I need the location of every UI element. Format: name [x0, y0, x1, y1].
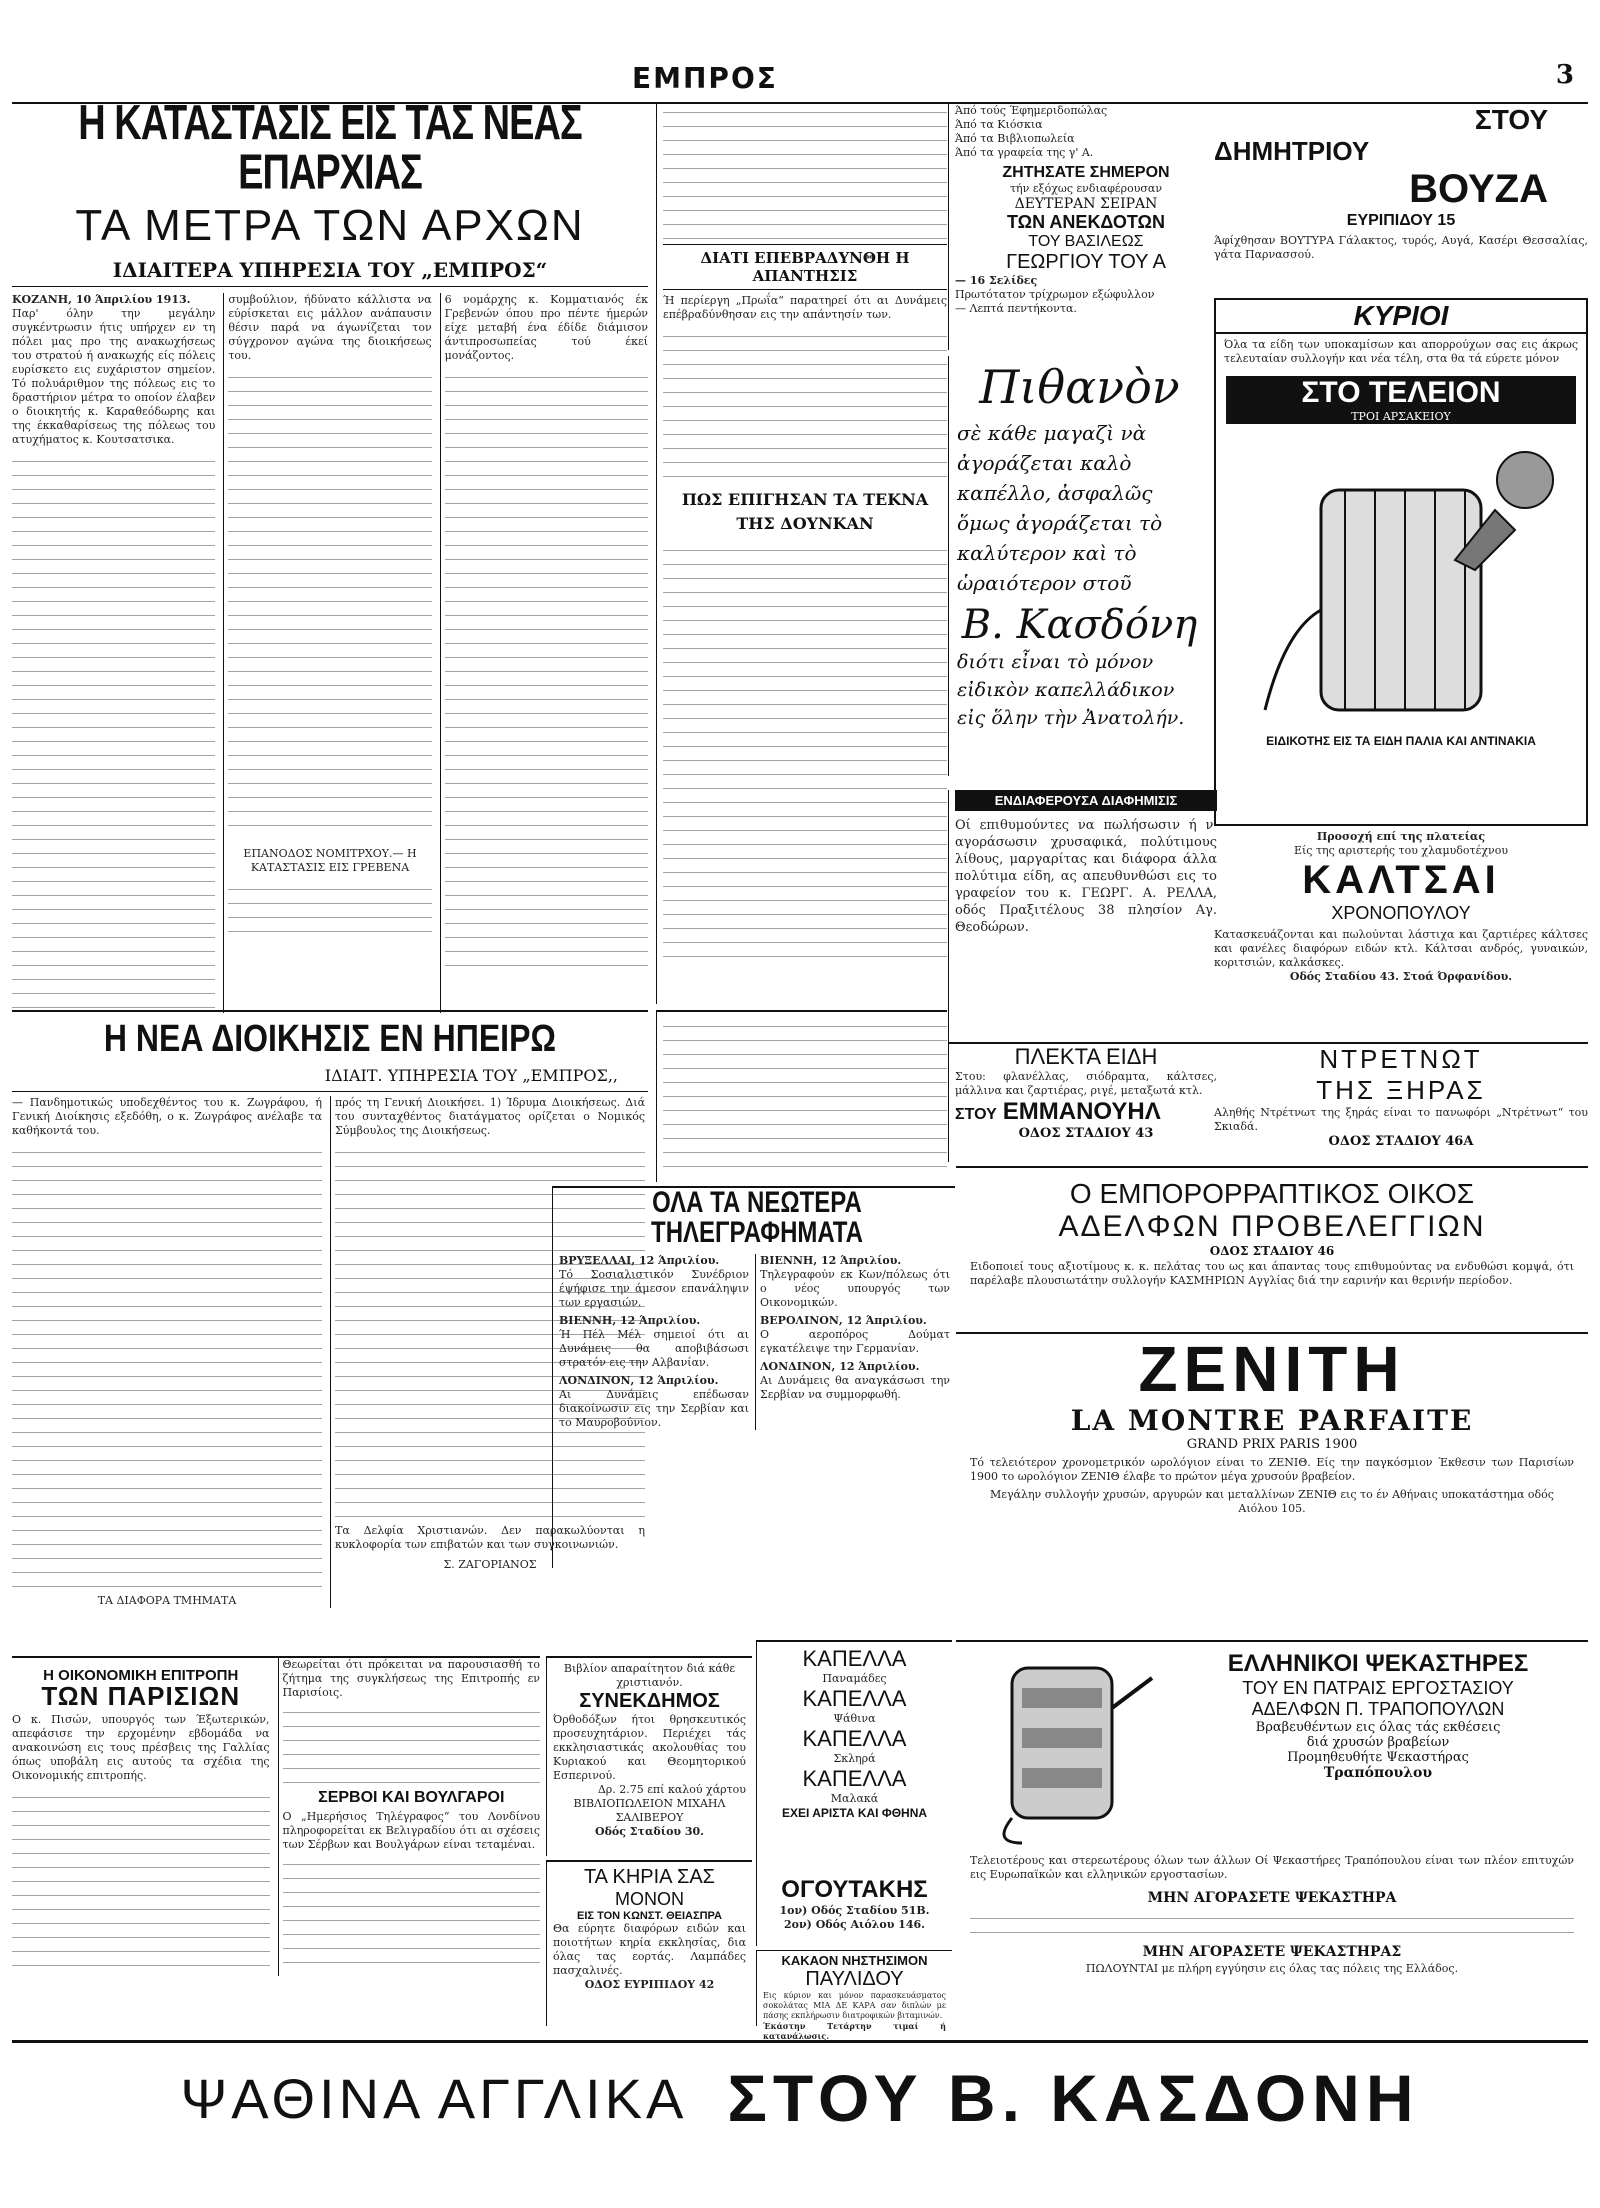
ad-psekastires-warn: ΜΗΝ ΑΓΟΡΑΣΕΤΕ ΨΕΚΑΣΤΗΡΑ — [1147, 1890, 1397, 1906]
text-block — [663, 104, 947, 244]
ad-kiria — [546, 1860, 752, 2026]
ad-plekta-stou: ΣΤΟΥ — [955, 1106, 997, 1123]
footer-kasdoni: ΣΤΟΥ Β. ΚΑΣΔΟΝΗ — [727, 2061, 1420, 2135]
ad-synekdimos — [546, 1656, 752, 1856]
ad-kapella — [756, 1640, 952, 1876]
ad-pithanon-text1: σὲ κάθε μαγαζὶ νὰ ἀγοράζεται καλὸ καπέλλο, ἀσφαλῶς ὅμως ἀγοράζεται τὸ καλύτερον καὶ τὸ ὡραιότερον στοῦ — [957, 421, 1163, 595]
text-block — [228, 881, 431, 941]
ad-psekastires-illustration — [962, 1648, 1162, 1848]
ipeiros-text-1: — Πανδημοτικώς υποδεχθέντος του κ. Ζωγράφου, ή Γενική Διοίκησις εξεδόθη, ο κ. Ζωγράφος ανέλαβε τα καθήκοντά του. — [12, 1096, 322, 1137]
ipeiros-tmimata: ΤΑ ΔΙΑΦΟΡΑ ΤΜΗΜΑΤΑ — [97, 1594, 237, 1607]
telegrams-column-1 — [559, 1254, 749, 1430]
ad-ntretnot-text: Αληθής Ντρέτνωτ της ξηράς είναι το πανωφόρι „Ντρέτνωτ“ του Σκιαδά. — [1214, 1106, 1588, 1133]
ad-provelegios — [956, 1166, 1588, 1328]
epevradynthi-text: Ή περίεργη „Πρωΐα“ παρατηρεί ότι αι Δυνάμεις επέβραδύνθησαν εις την απάντησίν των. — [663, 294, 947, 321]
ad-vouza — [1214, 104, 1588, 294]
article-katastasis — [12, 96, 648, 1004]
text-block — [663, 542, 947, 962]
ad-ntretnot-l2: ΤΗΣ ΞΗΡΑΣ — [1316, 1075, 1486, 1105]
text-block — [663, 1018, 947, 1178]
ad-synekdimos-title: ΣΥΝΕΚΔΗΜΟΣ — [579, 1690, 720, 1712]
ad-psekastires-l7: Τραπόπουλου — [1323, 1765, 1433, 1781]
telegram-date-4: ΒΙΕΝΝΗ, 12 Άπριλίου. — [760, 1254, 902, 1267]
ad-kapella-small-4: Μαλακά — [830, 1792, 879, 1805]
ad-kiria-l2: ΜΟΝΟΝ — [615, 1889, 684, 1909]
oikonomiki-text-2: Θεωρείται ότι πρόκειται να παρουσιασθή το ζήτημα της συγκλήσεως της Επιτροπής εν Παρισίοις. — [282, 1658, 540, 1699]
headline-serboi: ΣΕΡΒΟΙ ΚΑΙ ΒΟΥΛΓΑΡΟΙ — [318, 1789, 505, 1806]
column-3 — [440, 293, 648, 1013]
telegram-text-1: Τό Σοσιαλιστικόν Συνέδριον έψήφισε την άμεσον επανάληψιν των εργασιών. — [559, 1268, 749, 1309]
ad-zenith-sub: LA MONTRE PARFAITE — [1070, 1404, 1474, 1437]
ad-rellas-title: ΕΝΔΙΑΦΕΡΟΥΣΑ ΔΙΑΦΗΜΙΣΙΣ — [955, 790, 1217, 811]
article-text-1: Παρ' όλην την μεγάλην συγκέντρωσιν ήτις υπήρχεν εν τη πόλει μας προ της ανακωχήσεως του στρατού ή ανακωχής είς πόλεις ευρίσκετο εις ευχάριστον σημείον. Τό πολυάριθμον της πόλεως εις το δραστήριον μέτρα το οποίον έλαβεν ο διοικητής κ. Καραθεόδωρης και της έκκαθαρίσεως της πόλεως του ατυχήματος κ. Κουτσατσικα. — [12, 307, 216, 446]
middle-column-top — [656, 104, 947, 1004]
ad-anekdota-list-1: Άπό τούς Έφημεριδοπώλας — [955, 104, 1108, 117]
nomarchou-note: ΕΠΑΝΟΔΟΣ ΝΟΜΙΤΡΧΟΥ.— Η ΚΑΤΑΣΤΑΣΙΣ ΕΙΣ ΓΡΕΒΕΝΑ — [243, 847, 417, 874]
ad-kyrioi-text: Όλα τα είδη των υποκαμίσων και απορρούχων σας εις άκρως τελευταίαν συλλογήν και νέα τέλη, στα θα τά εύρετε μόνον — [1224, 338, 1578, 365]
ad-provelegios-l1: Ο ΕΜΠΟΡΟΡΡΑΠΤΙΚΟΣ ΟΙΚΟΣ — [1069, 1178, 1475, 1209]
page-number: 3 — [1555, 60, 1574, 90]
subhead-ipeiros: ΙΔΙΑΙΤ. ΥΠΗΡΕΣΙΑ ΤΟΥ „ΕΜΠΡΟΣ,, — [324, 1066, 618, 1085]
telegram-date-3: ΛΟΝΔΙΝΟΝ, 12 Άπριλίου. — [559, 1374, 719, 1387]
article-oikonomiki — [12, 1656, 540, 2028]
ad-psekastires-l2: ΤΟΥ ΕΝ ΠΑΤΡΑΙΣ ΕΡΓΟΣΤΑΣΙΟΥ — [1242, 1678, 1514, 1698]
ad-kiria-text: Θα εύρητε διαφόρων ειδών και ποιοτήτων κηρία εκκλησίας, δια όλας τας εορτάς. Λαμπάδες πασχαλινές. — [553, 1922, 746, 1977]
ad-psekastires-text: Τελειοτέρους και στερεωτέρους όλων των άλλων Οί Ψεκαστήρες Τραπόπουλου είναι των πλέον επιτυχών εις Ευρωπαϊκών και ελληνικών εργοστασίων. — [970, 1854, 1574, 1881]
text-block — [12, 1144, 322, 1594]
ad-vouza-stou: ΣΤΟΥ — [1474, 104, 1548, 135]
ad-anekdota-sub2: ΔΕΥΤΕΡΑΝ ΣΕΙΡΑΝ — [1014, 196, 1158, 212]
text-block — [970, 1910, 1574, 1940]
ad-synekdimos-address: Οδός Σταδίου 30. — [594, 1825, 705, 1838]
ad-synekdimos-price: Δρ. 2.75 επί καλού χάρτου — [597, 1783, 746, 1796]
ad-ntretnot-l1: ΝΤΡΕΤΝΩΤ — [1319, 1044, 1483, 1074]
headline-parision: ΤΩΝ ΠΑΡΙΣΙΩΝ — [41, 1681, 241, 1711]
ad-kiria-l1: ΤΑ ΚΗΡΙΑ ΣΑΣ — [583, 1866, 716, 1888]
headline-oikonomiki: Η ΟΙΚΟΝΟΜΙΚΗ ΕΠΙΤΡΟΠΗ — [43, 1667, 239, 1684]
ad-kiria-address: ΟΔΟΣ ΕΥΡΙΠΙΔΟΥ 42 — [584, 1978, 715, 1991]
ad-kapella-small-2: Ψάθινα — [833, 1712, 876, 1725]
ad-anekdota-cover: Πρωτότατον τρίχρωμον εξώφυλλον — [955, 288, 1155, 301]
telegram-text-5: Ο αεροπόρος Δούματ εγκατέλειψε την Γερμανίαν. — [760, 1328, 950, 1355]
ad-kaltsai — [1214, 830, 1588, 1040]
ad-ogoutakis-addr2: 2ον) Οδός Αιόλου 146. — [784, 1918, 925, 1931]
subhead-idiaitera: ΙΔΙΑΙΤΕΡΑ ΥΠΗΡΕΣΙΑ ΤΟΥ „ΕΜΠΡΟΣ“ — [12, 258, 648, 287]
headline-epigisan: ΠΩΣ ΕΠΙΓΗΣΑΝ ΤΑ ΤΕΚΝΑ ΤΗΣ ΔΟΥΝΚΑΝ — [681, 490, 929, 533]
ad-ntretnot — [1214, 1042, 1588, 1162]
ad-psekastires-l6: Προμηθευθήτε Ψεκαστήρας — [1287, 1750, 1469, 1765]
dateline-kozani: ΚΟΖΑΝΗ, 10 Άπριλίου 1913. — [12, 293, 191, 306]
article-text-2: συμβούλιον, ήδύνατο κάλλιστα να εύρίσκεται εις μάλλον ανάπαυσιν θέσιν παρά να άγωνίζεται τον σύγχρονον αγώνα της διοικήσεως του. — [228, 293, 432, 362]
ad-ogoutakis-name: ΟΓΟΥΤΑΚΗΣ — [781, 1876, 928, 1903]
ad-anekdota-sub1: τήν εξόχως ενδιαφέρουσαν — [1009, 182, 1163, 195]
text-block — [445, 369, 648, 979]
text-block — [12, 453, 215, 1013]
ad-kaltsai-address: Οδός Σταδίου 43. Στοά Όρφανίδου. — [1289, 970, 1513, 983]
headline-epevradynthi: ΔΙΑΤΙ ΕΠΕΒΡΑΔΥΝΘΗ Η ΑΠΑΝΤΗΣΙΣ — [663, 244, 947, 290]
ad-zenith-prize: GRAND PRIX PARIS 1900 — [1186, 1437, 1358, 1452]
ad-kakao — [756, 1950, 952, 2041]
telegram-text-3: Αι Δυνάμεις επέδωσαν διακοίνωσιν εις την Σερβίαν και το Μαυροβούνιον. — [559, 1388, 749, 1429]
ad-kapella-word-3: ΚΑΠΕΛΛΑ — [802, 1726, 907, 1751]
ad-plekta-name: ΕΜΜΑΝΟΥΗΛ — [1002, 1098, 1161, 1125]
oikonomiki-text-1: Ο κ. Πισών, υπουργός των Έξωτερικών, απεφάσισε την ερχομένην εβδομάδα να ανακοινώση εις τους πρέσβεις της Γαλλίας όπως υποβάλη εις αυτούς τα σχέδια της Οικονομικής επιτροπής. — [12, 1713, 270, 1782]
ad-anekdota — [948, 104, 1217, 350]
ad-pithanon-title: Πιθανὸν — [979, 360, 1180, 414]
headline-ipeiros: Η ΝΕΑ ΔΙΟΙΚΗΣΙΣ ΕΝ ΗΠΕΙΡΩ — [103, 1016, 557, 1060]
telegram-text-6: Αι Δυνάμεις θα αναγκάσωσι την Σερβίαν να συμμορφωθή. — [760, 1374, 950, 1401]
ad-psekastires-sell: ΠΩΛΟΥΝΤΑΙ με πλήρη εγγύησιν εις όλας τας πόλεις της Ελλάδος. — [1085, 1962, 1459, 1975]
ad-vouza-text: Άφίχθησαν ΒΟΥΤΥΡΑ Γάλακτος, τυρός, Αυγά, Κασέρι Θεσσαλίας, γάτα Παρνασσού. — [1214, 234, 1588, 261]
ad-psekastires-l1: ΕΛΛΗΝΙΚΟΙ ΨΕΚΑΣΤΗΡΕΣ — [1227, 1650, 1529, 1677]
column-2 — [223, 293, 431, 1013]
ad-kaltsai-text: Κατασκευάζονται και πωλούνται λάστιχα και ζαρτιέρες κάλτσες και φανέλες διαφόρων ειδών κτλ. Κάλτσαι ανδρός, γυναικών, κοριτσιών, καλκάσκες. — [1214, 928, 1588, 969]
ad-kaltsai-sub: ΧΡΟΝΟΠΟΥΛΟΥ — [1331, 903, 1471, 923]
ad-synekdimos-top: Βιβλίον απαραίτητον διά κάθε χριστιανόν. — [563, 1662, 736, 1689]
ad-kiria-l3: ΕΙΣ ΤΟΝ ΚΩΝΣΤ. ΘΕΙΑΣΠΡΑ — [577, 1910, 722, 1922]
ad-anekdota-list-3: Άπό τα Βιβλιοπωλεία — [955, 132, 1075, 145]
telegrams-column-2 — [755, 1254, 950, 1430]
ad-teleion-bottom: ΕΙΔΙΚΟΤΗΣ ΕΙΣ ΤΑ ΕΙΔΗ ΠΑΛΙΑ ΚΑΙ ΑΝΤΙΝΑΚΙΑ — [1266, 734, 1536, 748]
ad-kapella-word-1: ΚΑΠΕΛΛΑ — [802, 1646, 907, 1671]
ad-kakao-note: Έκάστην Τετάρτην τιμαί ή κατανάλωσις. — [763, 2021, 946, 2041]
ad-kyrioi-title: ΚΥΡΙΟΙ — [1216, 300, 1586, 334]
headline-metra: ΤΑ ΜΕΤΡΑ ΤΩΝ ΑΡΧΩΝ — [75, 201, 585, 250]
ad-anekdota-pages: — 16 Σελίδες — [955, 274, 1038, 287]
ad-rellas-text: Οί επιθυμούντες να πωλήσωσιν ή ν' αγοράσωσιν χρυσαφικά, πολύτιμους λίθους, μαργαρίτας και διάφορα άλλα πολύτιμα είδη, ας απευθυνθώσι εις το γραφείον του κ. ΓΕΩΡΓ. Α. ΡΕΛΛΑ, οδός Πραξιτέλους 38 πλησίον Αγ. Θεοδώρων. — [955, 818, 1217, 935]
headline-katastasis: Η ΚΑΤΑΣΤΑΣΙΣ ΕΙΣ ΤΑΣ ΝΕΑΣ ΕΠΑΡΧΙΑΣ — [78, 96, 582, 200]
ad-anekdota-list-2: Άπό τα Κιόσκια — [955, 118, 1043, 131]
ad-kaltsai-name: ΚΑΛΤΣΑΙ — [1302, 858, 1500, 902]
ad-kapella-small-1: Παναμάδες — [822, 1672, 887, 1685]
serboi-text: Ο „Ημερήσιος Τηλέγραφος“ του Λονδίνου πληροφορείται εκ Βελιγραδίου ότι αι σχέσεις των Σέρβων και Βουλγάρων είναι τεταμέναι. — [282, 1810, 540, 1851]
ad-psekastires-l5: διά χρυσών βραβείων — [1306, 1735, 1450, 1750]
ad-kaltsai-notice2: Είς της αριστερής του χλαμυδοτέχνου — [1293, 844, 1509, 857]
ad-zenith-text: Τό τελειότερον χρονομετρικόν ωρολόγιον είναι το ΖΕΝΙΘ. Είς την παγκόσμιον Έκθεσιν των Παρισίων 1900 το ωρολόγιον ΖΕΝΙΘ έλαβε το πρώτον μέγα χρυσούν βραβείον. — [970, 1456, 1574, 1483]
ad-vouza-address: ΕΥΡΙΠΙΔΟΥ 15 — [1346, 212, 1456, 229]
ad-zenith — [956, 1332, 1588, 1634]
telegram-date-2: ΒΙΕΝΝΗ, 12 Άπριλίου. — [559, 1314, 701, 1327]
text-block — [283, 1704, 541, 1784]
ad-kaltsai-notice: Προσοχή επί της πλατείας — [1316, 830, 1486, 843]
ipeiros-text-3: Τα Δελφία Χριστιανών. Δεν παρακωλύονται η κυκλοφορία των επιβατών και των συγκοινωνιών. — [335, 1524, 645, 1551]
text-block — [228, 369, 431, 839]
ad-synekdimos-text: Όρθοδόξων ήτοι θρησκευτικός προσευχητάριον. Περιέχει τάς εκκλησιαστικάς ακολουθίας του Κυριακού και Θεομητορικού Εσπερινού. — [553, 1713, 746, 1782]
ad-vouza-name: ΒΟΥΖΑ — [1409, 167, 1548, 211]
ad-ogoutakis-addr1: 1ον) Οδός Σταδίου 51Β. — [779, 1904, 930, 1917]
ad-anekdota-title: ΖΗΤΗΣΑΤΕ ΣΗΜΕΡΟΝ — [1002, 164, 1170, 181]
ad-psekastires-warn2: ΜΗΝ ΑΓΟΡΑΣΕΤΕ ΨΕΚΑΣΤΗΡΑΣ — [1142, 1944, 1402, 1960]
ad-anekdota-sub3: ΤΩΝ ΑΝΕΚΔΟΤΩΝ — [1007, 212, 1165, 232]
footer-banner — [12, 2040, 1588, 2153]
ad-anekdota-sub4: ΤΟΥ ΒΑΣΙΛΕΩΣ — [1028, 233, 1144, 250]
masthead-paper-name: ΕΜΠΡΟΣ — [632, 62, 778, 95]
ad-ogoutakis — [756, 1876, 952, 1946]
ad-ntretnot-address: ΟΔΟΣ ΣΤΑΔΙΟΥ 46Α — [1328, 1134, 1474, 1149]
ad-plekta — [948, 1042, 1217, 1162]
telegram-date-5: ΒΕΡΟΛΙΝΟΝ, 12 Άπριλίου. — [760, 1314, 927, 1327]
oikonomiki-column-2 — [278, 1658, 541, 1976]
headline-telegrams: ΟΛΑ ΤΑ ΝΕΩΤΕΡΑ ΤΗΛΕΓΡΑΦΗΜΑΤΑ — [651, 1185, 863, 1250]
ipeiros-column-1 — [12, 1096, 322, 1608]
ad-zenith-title: ZENITH — [1138, 1333, 1406, 1405]
ad-pithanon — [948, 356, 1210, 776]
ad-kakao-l1: ΚΑΚΑΟΝ ΝΗΣΤΗΣΙΜΟΝ — [781, 1953, 928, 1968]
telegram-date-6: ΛΟΝΔΙΝΟΝ, 12 Άπριλίου. — [760, 1360, 920, 1373]
ad-zenith-text2: Μεγάλην συλλογήν χρυσών, αργυρών και μεταλλίνων ΖΕΝΙΘ εις το έν Αθήναις υποκατάστημα οδός Αιόλου 105. — [990, 1488, 1554, 1515]
ad-anekdota-sub5: ΓΕΩΡΓΙΟΥ ΤΟΥ Α — [1006, 251, 1166, 273]
ad-kapella-small-3: Σκληρά — [833, 1752, 876, 1765]
ad-plekta-text: Στου: φλανέλλας, σιόδραμτα, κάλτσες, μάλλινα και ζαρτιέρας, ριγέ, μεταξωτά κτλ. — [955, 1070, 1217, 1097]
ad-provelegios-text: Ειδοποιεί τους αξιοτίμους κ. κ. πελάτας του ως και άπαντας τους επιθυμούντας να ενδυθώσι κομψά, ότι παρέλαβε πλουσιωτάτην συλλογήν ΚΑΣΜΗΡΙΩΝ Αγγλίας διά την εαρινήν και θερινήν περίοδον. — [970, 1260, 1574, 1287]
ad-kakao-l2: ΠΑΥΛΙΔΟΥ — [805, 1968, 904, 1990]
ad-kapella-word-2: ΚΑΠΕΛΛΑ — [802, 1686, 907, 1711]
ad-psekastires-l4: Βραβευθέντων εις όλας τάς εκθέσεις — [1255, 1720, 1501, 1735]
article-text-3: 6 νομάρχης κ. Κομματιανός έκ Γρεβενών όπου προ πέντε ήμερών είχε μεταβή ένα έδίδε διάμισον άντιπροσωπείας τού έκεί μονάζοντος. — [444, 293, 648, 362]
ad-kakao-text: Εις κύριον και μόνον παρασκευάσματος σοκολάτας ΜΙΑ ΔΕ ΚΑΡΑ σαν διπλών με πάσης εκπλήρωσιν διατροφικών βιταμινών. — [763, 1991, 946, 2020]
ad-teleion-sub: ΤΡΟΙ ΑΡΣΑΚΕΙΟΥ — [1226, 410, 1576, 424]
ad-anekdota-list-4: Άπό τα γραφεία της γ' Α. — [955, 146, 1094, 159]
footer-psathina: ΨΑΘΙΝΑ ΑΓΓΛΙΚΑ — [180, 2066, 688, 2130]
ad-psekastires-l3: ΑΔΕΛΦΩΝ Π. ΤΡΑΠΟΠΟΥΛΩΝ — [1251, 1699, 1505, 1719]
ad-plekta-address: ΟΔΟΣ ΣΤΑΔΙΟΥ 43 — [1018, 1126, 1154, 1141]
ad-synekdimos-shop: ΒΙΒΛΙΟΠΩΛΕΙΟΝ ΜΙΧΑΗΛ ΣΑΛΙΒΕΡΟΥ — [573, 1797, 726, 1824]
ad-teleion-banner: ΣΤΟ ΤΕΛΕΙΟΝ — [1226, 376, 1576, 410]
text-block — [12, 1789, 270, 1969]
ad-vouza-dimitriou: ΔΗΜΗΤΡΙΟΥ — [1214, 136, 1370, 166]
ad-teleion — [1214, 298, 1588, 826]
ipeiros-signature: Σ. ΖΑΓΟΡΙΑΝΟΣ — [443, 1558, 537, 1571]
oikonomiki-column-1 — [12, 1658, 270, 1976]
text-block — [663, 328, 947, 478]
ipeiros-text-2: πρός τη Γενική Διοικήσει. 1) Ίδρυμα Διοικήσεως. Διά του συνταχθέντος διατάγματος ορίζεται ο Νομικός Σύμβουλος της Διοικήσεως. — [335, 1096, 645, 1137]
ad-pithanon-name: Β. Κασδόνη — [961, 602, 1198, 648]
telegram-text-2: Ή Πέλ Μέλ σημειοί ότι αι Δυνάμεις θα αποβιβάσωσι στρατόν εις την Αλβανίαν. — [559, 1328, 749, 1369]
ad-pithanon-text2: διότι εἶναι τὸ μόνον εἰδικὸν καπελλάδικον εἰς ὅλην τὴν Ἀνατολήν. — [957, 651, 1185, 729]
telegram-text-4: Τηλεγραφούν εκ Κων/πόλεως ότι ο νέος υπουργός των Οικονομικών. — [760, 1268, 950, 1309]
middle-continuation — [656, 1010, 947, 1182]
article-telegrams — [552, 1186, 955, 1568]
ad-teleion-illustration — [1225, 430, 1577, 730]
ad-kapella-word-4: ΚΑΠΕΛΛΑ — [802, 1766, 907, 1791]
ad-provelegios-l2: ΑΔΕΛΦΩΝ ΠΡΟΒΕΛΕΓΓΙΩΝ — [1058, 1210, 1486, 1243]
telegram-date-1: ΒΡΥΞΕΛΛΑΙ, 12 Άπριλίου. — [559, 1254, 720, 1267]
ad-anekdota-price: — Λεπτά πεντήκοντα. — [955, 302, 1077, 315]
ad-kapella-best: ΕΧΕΙ ΑΡΙΣΤΑ ΚΑΙ ΦΘΗΝΑ — [781, 1806, 928, 1820]
column-1 — [12, 293, 215, 1013]
ad-provelegios-address: ΟΔΟΣ ΣΤΑΔΙΟΥ 46 — [1209, 1244, 1335, 1258]
text-block — [283, 1856, 541, 1976]
ad-psekastires — [956, 1640, 1588, 2028]
ad-plekta-title: ΠΛΕΚΤΑ ΕΙΔΗ — [1014, 1044, 1158, 1069]
